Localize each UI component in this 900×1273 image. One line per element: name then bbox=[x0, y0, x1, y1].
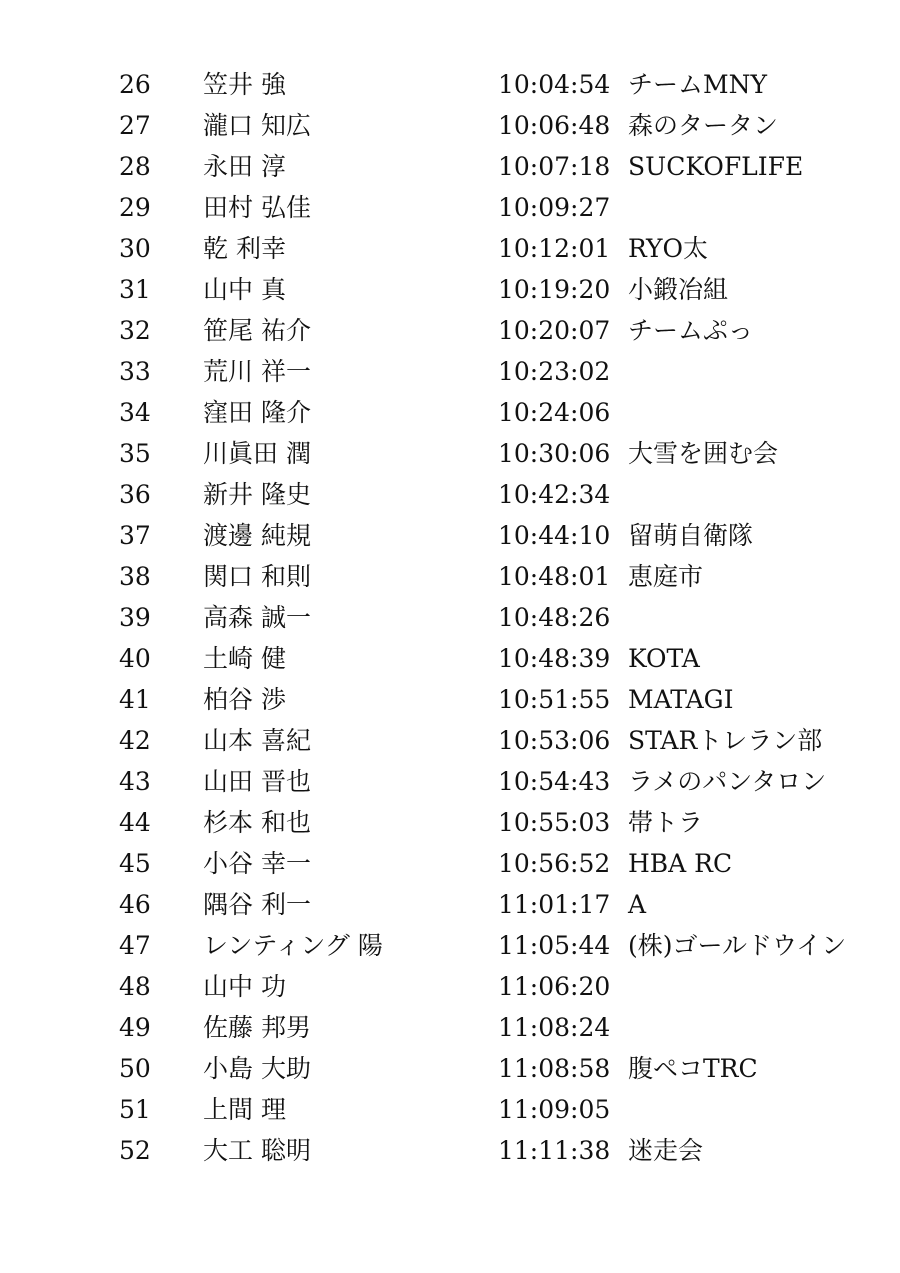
rank: 41 bbox=[119, 685, 151, 714]
team-name: 森のタータン bbox=[628, 111, 779, 140]
rank: 44 bbox=[119, 808, 151, 837]
result-row bbox=[0, 1130, 900, 1171]
team-name: 帯トラ bbox=[628, 808, 704, 837]
finish-time: 10:48:39 bbox=[498, 644, 611, 673]
result-row bbox=[0, 761, 900, 802]
finish-time: 10:07:18 bbox=[498, 152, 611, 181]
rank: 46 bbox=[119, 890, 151, 919]
runner-name: 窪田 隆介 bbox=[203, 398, 311, 427]
team-name: 大雪を囲む会 bbox=[628, 439, 779, 468]
finish-time: 10:53:06 bbox=[498, 726, 611, 755]
result-row bbox=[0, 105, 900, 146]
runner-name: 川眞田 潤 bbox=[203, 439, 311, 468]
rank: 33 bbox=[119, 357, 151, 386]
rank: 27 bbox=[119, 111, 151, 140]
team-name: 迷走会 bbox=[628, 1136, 704, 1165]
result-row bbox=[0, 392, 900, 433]
finish-time: 10:55:03 bbox=[498, 808, 611, 837]
finish-time: 10:42:34 bbox=[498, 480, 611, 509]
finish-time: 10:30:06 bbox=[498, 439, 611, 468]
result-row bbox=[0, 515, 900, 556]
runner-name: 佐藤 邦男 bbox=[203, 1013, 311, 1042]
team-name: STARトレラン部 bbox=[628, 726, 823, 755]
team-name: RYO太 bbox=[628, 234, 709, 263]
runner-name: 山本 喜紀 bbox=[203, 726, 311, 755]
runner-name: レンティング 陽 bbox=[203, 931, 383, 960]
finish-time: 11:11:38 bbox=[498, 1136, 611, 1165]
runner-name: 土崎 健 bbox=[203, 644, 286, 673]
runner-name: 新井 隆史 bbox=[203, 480, 311, 509]
finish-time: 11:05:44 bbox=[498, 931, 611, 960]
team-name: 小鍛冶組 bbox=[628, 275, 729, 304]
runner-name: 山田 晋也 bbox=[203, 767, 311, 796]
rank: 34 bbox=[119, 398, 151, 427]
team-name: HBA RC bbox=[628, 849, 733, 878]
rank: 42 bbox=[119, 726, 151, 755]
rank: 37 bbox=[119, 521, 151, 550]
finish-time: 10:54:43 bbox=[498, 767, 611, 796]
finish-time: 10:12:01 bbox=[498, 234, 611, 263]
team-name: SUCKOFLIFE bbox=[628, 152, 804, 181]
rank: 49 bbox=[119, 1013, 151, 1042]
team-name: チームMNY bbox=[628, 70, 767, 99]
finish-time: 11:06:20 bbox=[498, 972, 611, 1001]
result-row bbox=[0, 884, 900, 925]
rank: 39 bbox=[119, 603, 151, 632]
finish-time: 10:19:20 bbox=[498, 275, 611, 304]
rank: 31 bbox=[119, 275, 151, 304]
runner-name: 高森 誠一 bbox=[203, 603, 311, 632]
finish-time: 10:09:27 bbox=[498, 193, 611, 222]
finish-time: 10:20:07 bbox=[498, 316, 611, 345]
finish-time: 11:09:05 bbox=[498, 1095, 611, 1124]
results-list bbox=[0, 64, 900, 1171]
result-row bbox=[0, 64, 900, 105]
rank: 43 bbox=[119, 767, 151, 796]
team-name: 腹ペコTRC bbox=[628, 1054, 758, 1083]
runner-name: 小島 大助 bbox=[203, 1054, 311, 1083]
rank: 28 bbox=[119, 152, 151, 181]
finish-time: 10:23:02 bbox=[498, 357, 611, 386]
rank: 32 bbox=[119, 316, 151, 345]
team-name: チームぷっ bbox=[628, 316, 754, 345]
runner-name: 山中 真 bbox=[203, 275, 286, 304]
rank: 30 bbox=[119, 234, 151, 263]
runner-name: 柏谷 渉 bbox=[203, 685, 286, 714]
result-row bbox=[0, 802, 900, 843]
team-name: MATAGI bbox=[628, 685, 734, 714]
team-name: KOTA bbox=[628, 644, 700, 673]
result-row bbox=[0, 843, 900, 884]
rank: 50 bbox=[119, 1054, 151, 1083]
finish-time: 10:48:01 bbox=[498, 562, 611, 591]
result-row bbox=[0, 1007, 900, 1048]
result-row bbox=[0, 474, 900, 515]
finish-time: 10:06:48 bbox=[498, 111, 611, 140]
rank: 47 bbox=[119, 931, 151, 960]
result-row bbox=[0, 720, 900, 761]
rank: 29 bbox=[119, 193, 151, 222]
finish-time: 10:44:10 bbox=[498, 521, 611, 550]
runner-name: 小谷 幸一 bbox=[203, 849, 311, 878]
runner-name: 瀧口 知広 bbox=[203, 111, 311, 140]
runner-name: 永田 淳 bbox=[203, 152, 286, 181]
rank: 51 bbox=[119, 1095, 151, 1124]
result-row bbox=[0, 269, 900, 310]
runner-name: 乾 利幸 bbox=[203, 234, 286, 263]
rank: 38 bbox=[119, 562, 151, 591]
rank: 52 bbox=[119, 1136, 151, 1165]
runner-name: 笹尾 祐介 bbox=[203, 316, 311, 345]
finish-time: 11:08:24 bbox=[498, 1013, 611, 1042]
finish-time: 10:04:54 bbox=[498, 70, 611, 99]
team-name: (株)ゴールドウイン bbox=[628, 931, 847, 960]
finish-time: 10:24:06 bbox=[498, 398, 611, 427]
runner-name: 杉本 和也 bbox=[203, 808, 311, 837]
result-row bbox=[0, 146, 900, 187]
runner-name: 隅谷 利一 bbox=[203, 890, 311, 919]
finish-time: 11:01:17 bbox=[498, 890, 611, 919]
rank: 26 bbox=[119, 70, 151, 99]
finish-time: 10:56:52 bbox=[498, 849, 611, 878]
team-name: 恵庭市 bbox=[628, 562, 704, 591]
runner-name: 山中 功 bbox=[203, 972, 286, 1001]
team-name: A bbox=[628, 890, 647, 919]
result-row bbox=[0, 679, 900, 720]
team-name: ラメのパンタロン bbox=[628, 767, 827, 796]
runner-name: 田村 弘佳 bbox=[203, 193, 311, 222]
rank: 36 bbox=[119, 480, 151, 509]
rank: 45 bbox=[119, 849, 151, 878]
result-row bbox=[0, 597, 900, 638]
runner-name: 荒川 祥一 bbox=[203, 357, 311, 386]
result-row bbox=[0, 638, 900, 679]
result-row bbox=[0, 228, 900, 269]
result-row bbox=[0, 1089, 900, 1130]
finish-time: 10:48:26 bbox=[498, 603, 611, 632]
finish-time: 11:08:58 bbox=[498, 1054, 611, 1083]
result-row bbox=[0, 556, 900, 597]
runner-name: 笠井 強 bbox=[203, 70, 286, 99]
runner-name: 渡邊 純規 bbox=[203, 521, 311, 550]
rank: 48 bbox=[119, 972, 151, 1001]
result-row bbox=[0, 966, 900, 1007]
rank: 35 bbox=[119, 439, 151, 468]
result-row bbox=[0, 1048, 900, 1089]
result-row bbox=[0, 925, 900, 966]
result-row bbox=[0, 187, 900, 228]
runner-name: 関口 和則 bbox=[203, 562, 311, 591]
rank: 40 bbox=[119, 644, 151, 673]
team-name: 留萌自衛隊 bbox=[628, 521, 754, 550]
runner-name: 大工 聡明 bbox=[203, 1136, 311, 1165]
result-row bbox=[0, 351, 900, 392]
result-row bbox=[0, 310, 900, 351]
result-row bbox=[0, 433, 900, 474]
finish-time: 10:51:55 bbox=[498, 685, 611, 714]
runner-name: 上間 理 bbox=[203, 1095, 286, 1124]
